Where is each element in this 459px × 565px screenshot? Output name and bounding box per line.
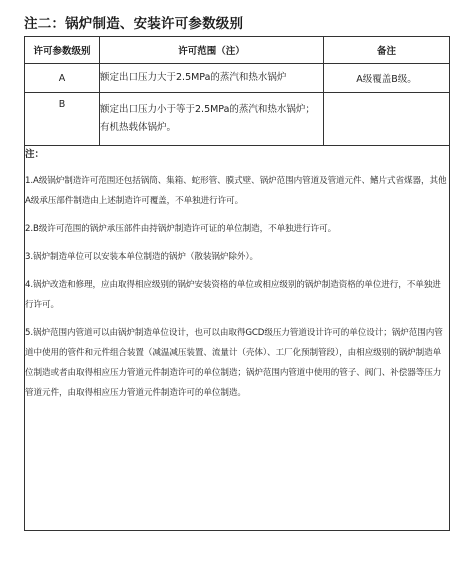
permit-level-table [24,36,450,531]
scope-cell: 额定出口压力小于等于2.5MPa的蒸汽和热水锅炉；有机热载体锅炉。 [100,93,324,146]
note-item: 2.B级许可范围的锅炉承压部件由持锅炉制造许可证的单位制造，不单独进行许可。 [25,224,337,234]
notes-heading: 注： [25,149,45,160]
note-cell [324,93,450,146]
note-item: 5.锅炉范围内管道可以由锅炉制造单位设计，也可以由取得GCD级压力管道设计许可的单位设计；锅炉范围内管道中使用的管件和元件组合装置（减温减压装置、流量计（壳体）、工厂化预制管段），由相应级别的锅炉制造单位制造或者由取得相应压力管道元件制造许可的单位制造；锅炉范围内管道中使用的管子、阀门、补偿器等压力管道元件，由取得相应压力管道元件制造许可的单位制造。 [25,328,443,398]
note-item: 4.锅炉改造和修理，应由取得相应级别的锅炉安装资格的单位或相应级别的锅炉制造资格的单位进行，不单独进行许可。 [25,280,441,310]
level-cell: B [25,93,100,146]
table-row [25,64,450,93]
header-scope: 许可范围（注） [100,37,324,64]
note-item: 1.A级锅炉制造许可范围还包括锅筒、集箱、蛇形管、膜式壁、锅炉范围内管道及管道元件、鳍片式省煤器，其他A级承压部件制造由上述制造许可覆盖，不单独进行许可。 [25,176,447,206]
note-cell: A级覆盖B级。 [324,64,450,93]
header-note: 备注 [324,37,450,64]
scope-cell: 额定出口压力大于2.5MPa的蒸汽和热水锅炉 [100,64,324,93]
table-row [25,93,450,146]
level-cell: A [25,64,100,93]
table-header-row [25,37,450,64]
notes-cell [25,146,450,531]
page-title: 注二：锅炉制造、安装许可参数级别 [24,16,244,32]
header-level: 许可参数级别 [25,37,100,64]
notes-row [25,146,450,531]
note-item: 3.锅炉制造单位可以安装本单位制造的锅炉（散装锅炉除外）。 [25,252,259,262]
